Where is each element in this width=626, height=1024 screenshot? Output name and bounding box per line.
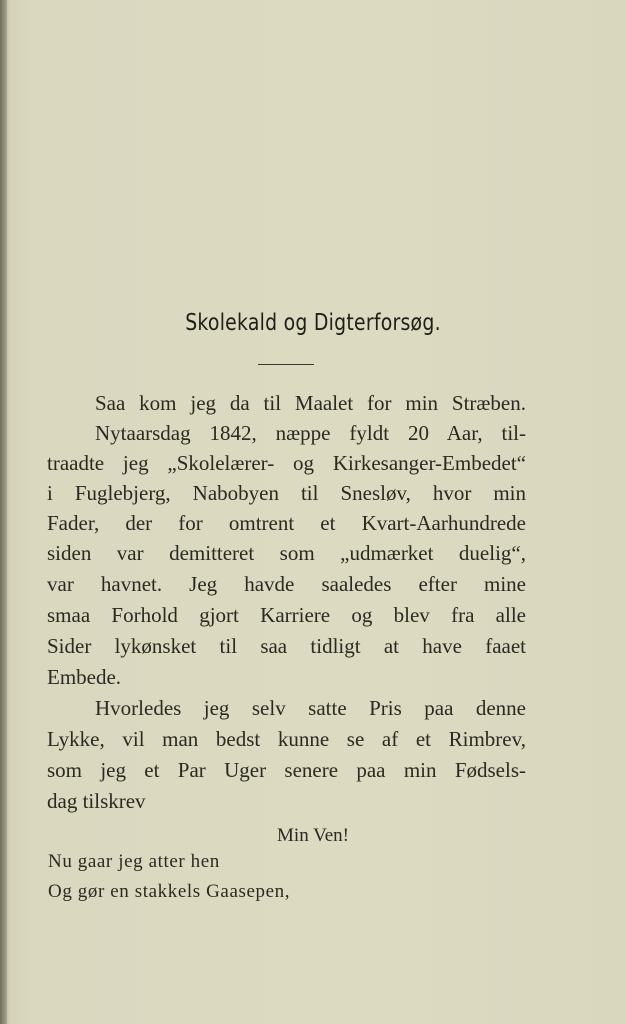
text-line: Nytaarsdag 1842, næppe fyldt 20 Aar, til- — [95, 421, 526, 445]
text-line: Fader, der for omtrent et Kvart-Aarhundrede — [47, 511, 526, 535]
text-line: som jeg et Par Uger senere paa min Fødsels- — [47, 758, 526, 782]
verse-line: Nu gaar jeg atter hen — [48, 851, 220, 872]
text-line: smaa Forhold gjort Karriere og blev fra alle — [47, 603, 526, 627]
page-binding-edge — [0, 0, 7, 1024]
text-line: dag tilskrev — [47, 789, 146, 813]
text-line: Lykke, vil man bedst kunne se af et Rimbrev, — [47, 727, 526, 751]
text-line: siden var demitteret som „udmærket duelig“, — [47, 541, 526, 565]
text-line: var havnet. Jeg havde saaledes efter mine — [47, 572, 526, 596]
text-line: Embede. — [47, 665, 122, 689]
text-line: Sider lykønsket til saa tidligt at have faaet — [47, 634, 526, 658]
text-line: traadte jeg „Skolelærer- og Kirkesanger-Embedet“ — [47, 451, 526, 475]
text-line: Saa kom jeg da til Maalet for min Stræben. — [95, 391, 526, 415]
letter-salutation: Min Ven! — [277, 825, 349, 846]
title-divider — [258, 364, 314, 365]
text-line: Hvorledes jeg selv satte Pris paa denne — [95, 696, 526, 720]
chapter-title: Skolekald og Digterforsøg. — [185, 310, 441, 336]
text-line: i Fuglebjerg, Nabobyen til Snesløv, hvor min — [47, 481, 526, 505]
verse-line: Og gør en stakkels Gaasepen, — [48, 881, 291, 902]
